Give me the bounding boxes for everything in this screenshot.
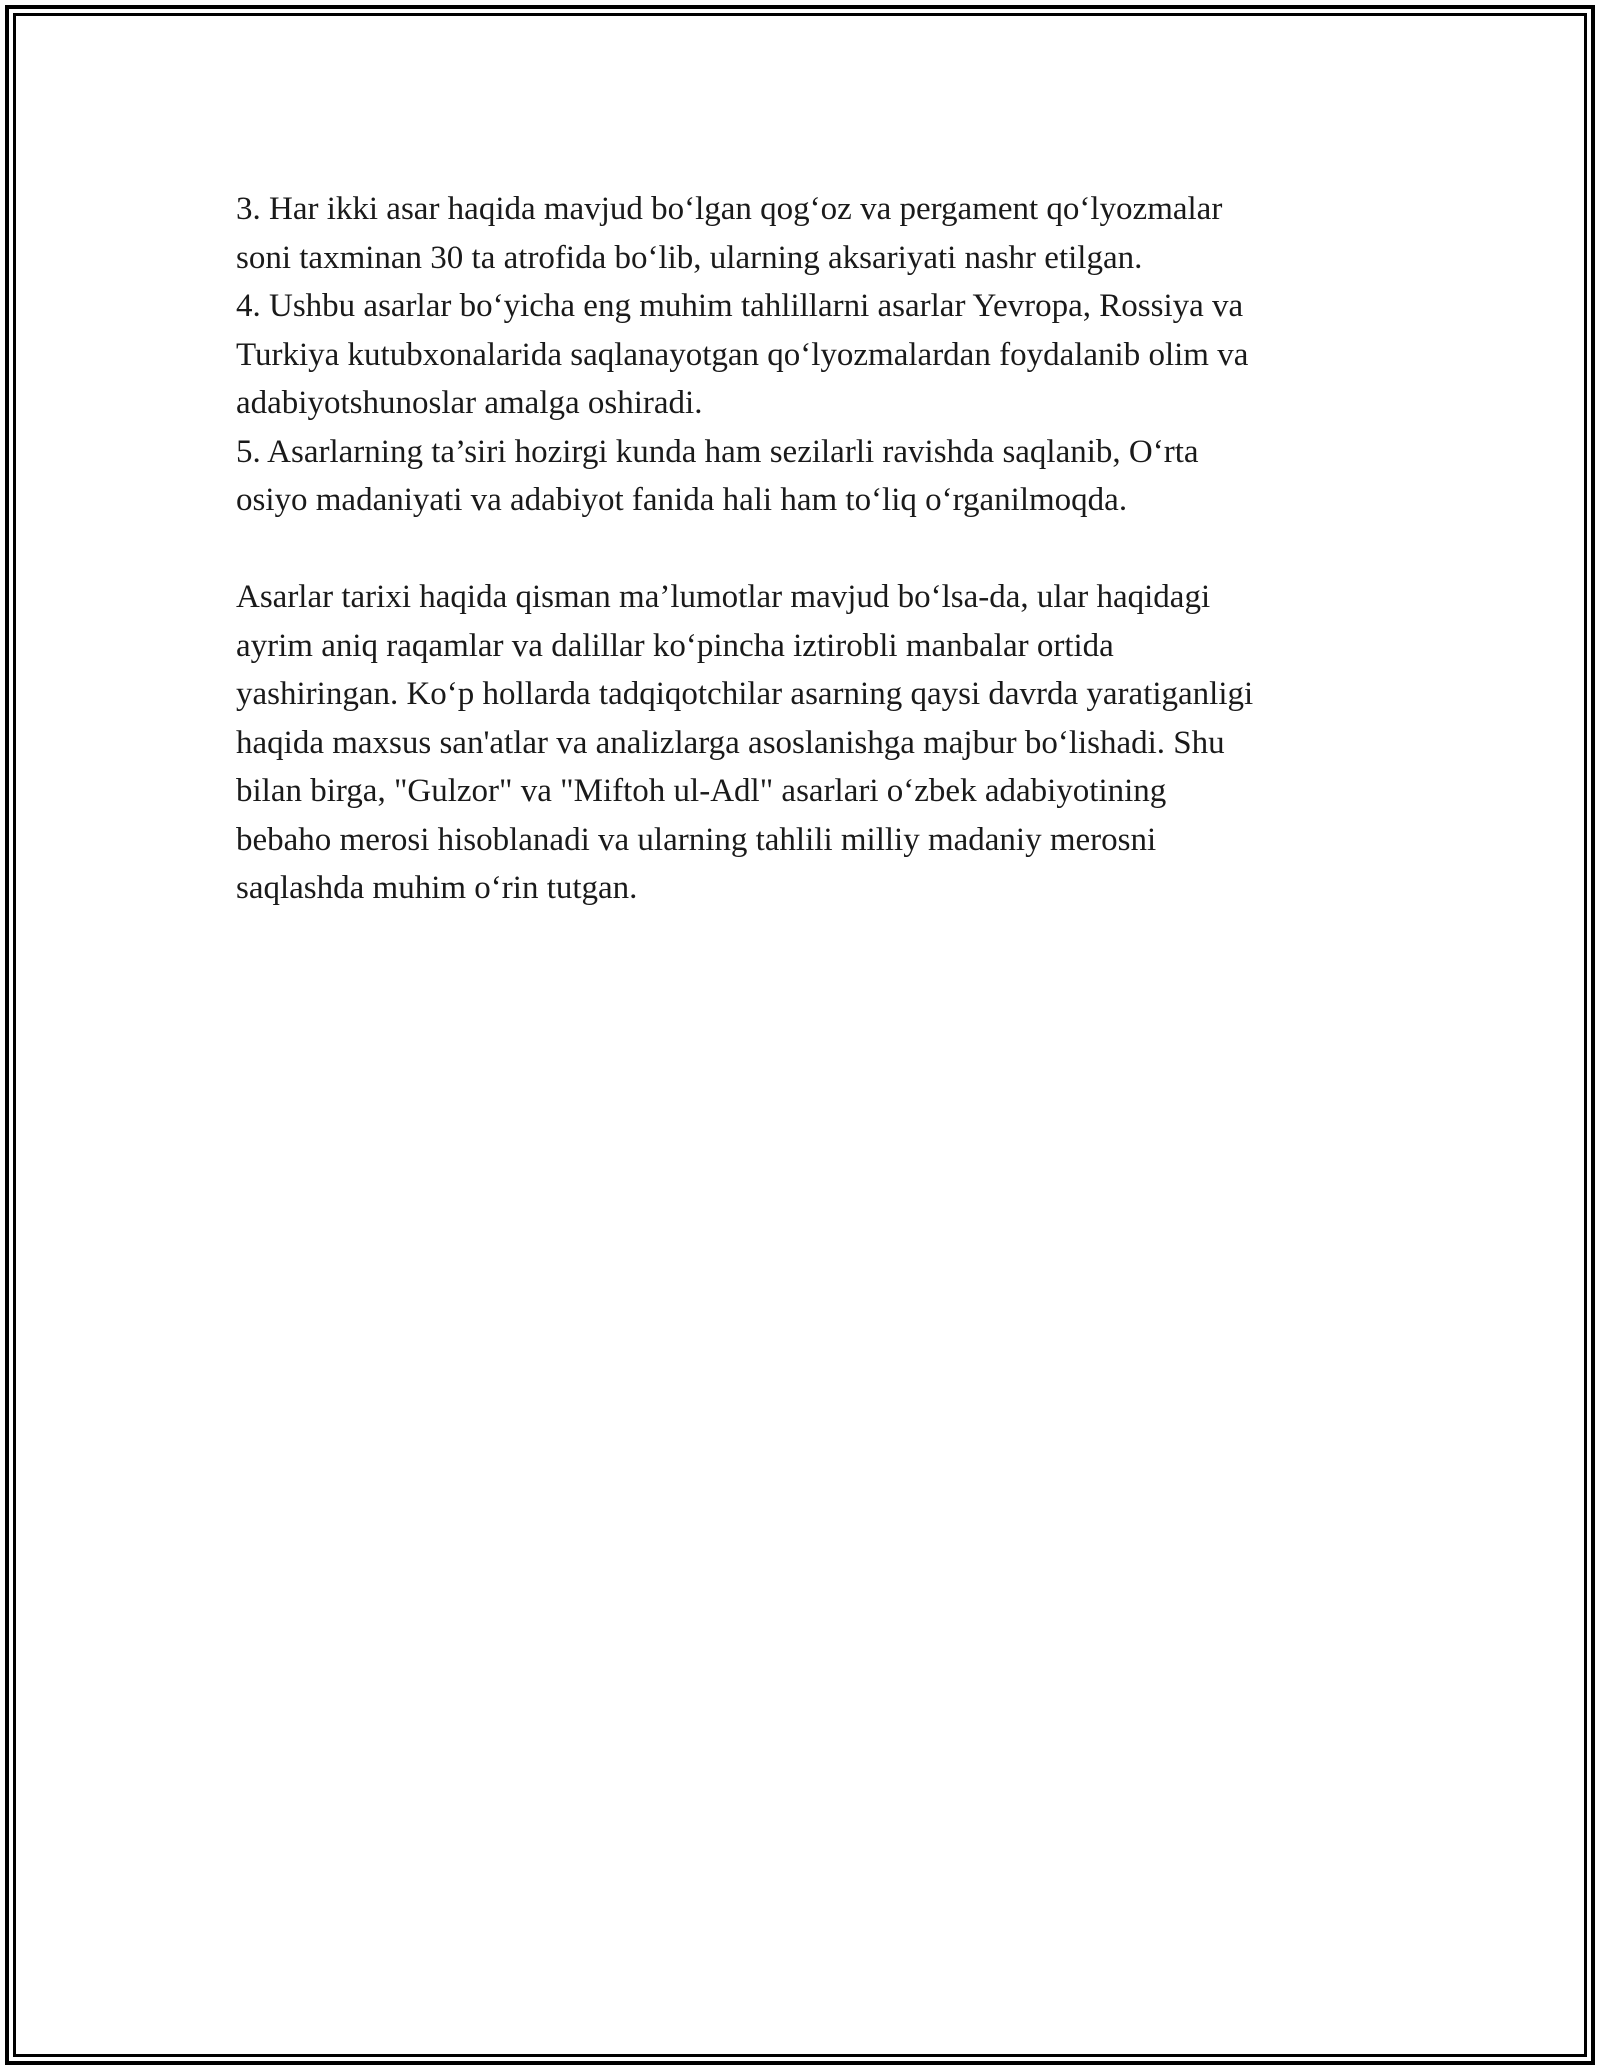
list-item-4 <box>236 282 1386 428</box>
text-line: osiyo madaniyati va adabiyot fanida hali ham to‘liq o‘rganilmoqda. <box>236 482 1128 518</box>
text-line: haqida maxsus san'atlar va analizlarga asoslanishga majbur bo‘lishadi. Shu <box>236 724 1225 761</box>
closing-paragraph <box>236 573 1386 913</box>
document-body <box>236 185 1386 913</box>
text-line: adabiyotshunoslar amalga oshiradi. <box>236 385 703 421</box>
text-line: Turkiya kutubxonalarida saqlanayotgan qo‘lyozmalardan foydalanib olim va <box>236 336 1249 373</box>
text-line: 5. Asarlarning ta’siri hozirgi kunda ham sezilarli ravishda saqlanib, O‘rta <box>236 433 1199 470</box>
text-line: bilan birga, "Gulzor" va "Miftoh ul-Adl" asarlari o‘zbek adabiyotining <box>236 773 1167 809</box>
text-line: ayrim aniq raqamlar va dalillar ko‘pincha iztirobli manbalar ortida <box>236 627 1114 664</box>
text-line: Asarlar tarixi haqida qisman ma’lumotlar mavjud bo‘lsa-da, ular haqidagi <box>236 579 1211 615</box>
text-line: 3. Har ikki asar haqida mavjud bo‘lgan qog‘oz va pergament qo‘lyozmalar <box>236 191 1223 227</box>
text-line: yashiringan. Ko‘p hollarda tadqiqotchilar asarning qaysi davrda yaratiganligi <box>236 676 1254 712</box>
text-line: soni taxminan 30 ta atrofida bo‘lib, ularning aksariyati nashr etilgan. <box>236 239 1143 276</box>
paragraph-spacer <box>236 525 1386 574</box>
list-item-3 <box>236 185 1386 282</box>
text-line: bebaho merosi hisoblanadi va ularning tahlili milliy madaniy merosni <box>236 821 1157 858</box>
list-item-5 <box>236 428 1386 525</box>
text-line: saqlashda muhim o‘rin tutgan. <box>236 870 638 906</box>
text-line: 4. Ushbu asarlar bo‘yicha eng muhim tahlillarni asarlar Yevropa, Rossiya va <box>236 288 1244 324</box>
